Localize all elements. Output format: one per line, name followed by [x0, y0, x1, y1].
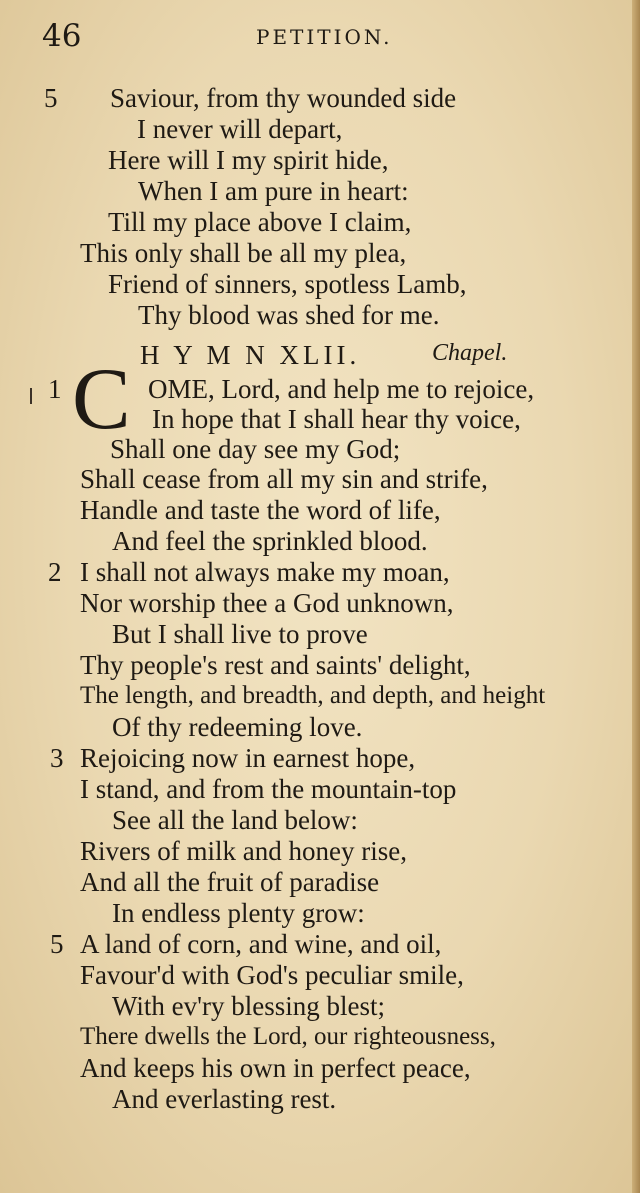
verse-line: Handle and taste the word of life, [80, 495, 441, 525]
verse-line: Thy blood was shed for me. [138, 300, 440, 330]
verse-line: Of thy redeeming love. [112, 712, 363, 742]
verse-line: Saviour, from thy wounded side [110, 83, 457, 113]
verse-line: In endless plenty grow: [112, 898, 365, 928]
verse-line: OME, Lord, and help me to rejoice, [148, 374, 535, 404]
verse-line: I never will depart, [137, 114, 343, 144]
verse-line: A land of corn, and wine, and oil, [80, 929, 442, 959]
verse-line: There dwells the Lord, our righteousness, [80, 1023, 496, 1050]
verse-line: Nor worship thee a God unknown, [80, 588, 454, 618]
verse-number: 5 [50, 929, 64, 959]
verse-line: Rivers of milk and honey rise, [80, 836, 407, 866]
page-header [0, 18, 640, 58]
verse-line: Friend of sinners, spotless Lamb, [108, 269, 467, 299]
verse-line: And all the fruit of paradise [80, 867, 380, 897]
page-number: 46 [42, 18, 82, 54]
verse-number: 2 [48, 557, 62, 587]
verse-line: With ev'ry blessing blest; [112, 991, 385, 1021]
verse-number: 3 [50, 743, 64, 773]
verse-number: 1 [48, 374, 62, 404]
verse-line: This only shall be all my plea, [80, 238, 407, 268]
tune-name: Chapel. [432, 340, 508, 366]
hymn-title: H Y M N XLII. [140, 340, 361, 370]
verse-line: Shall cease from all my sin and strife, [80, 464, 488, 494]
verse-line: Shall one day see my God; [110, 434, 401, 464]
verse-line: And feel the sprinkled blood. [112, 526, 428, 556]
verse-line: Here will I my spirit hide, [108, 145, 389, 175]
verse-line: Favour'd with God's peculiar smile, [80, 960, 464, 990]
verse-number: 5 [44, 83, 58, 113]
drop-cap: C [72, 351, 131, 448]
verse-line: And everlasting rest. [112, 1084, 337, 1114]
page-edge [632, 0, 640, 1193]
margin-mark [30, 388, 32, 404]
verse-line: The length, and breadth, and depth, and height [80, 682, 546, 709]
verse-line: In hope that I shall hear thy voice, [152, 404, 521, 434]
verse-line: When I am pure in heart: [138, 176, 409, 206]
running-head: PETITION. [256, 25, 393, 49]
verse-line: I stand, and from the mountain-top [80, 774, 457, 804]
verse-line: I shall not always make my moan, [80, 557, 450, 587]
verse-line: See all the land below: [112, 805, 358, 835]
verse-line: And keeps his own in perfect peace, [80, 1053, 471, 1083]
verse-line: Rejoicing now in earnest hope, [80, 743, 416, 773]
verse-line: Till my place above I claim, [108, 207, 412, 237]
verse-line: Thy people's rest and saints' delight, [80, 650, 471, 680]
verse-line: But I shall live to prove [112, 619, 368, 649]
